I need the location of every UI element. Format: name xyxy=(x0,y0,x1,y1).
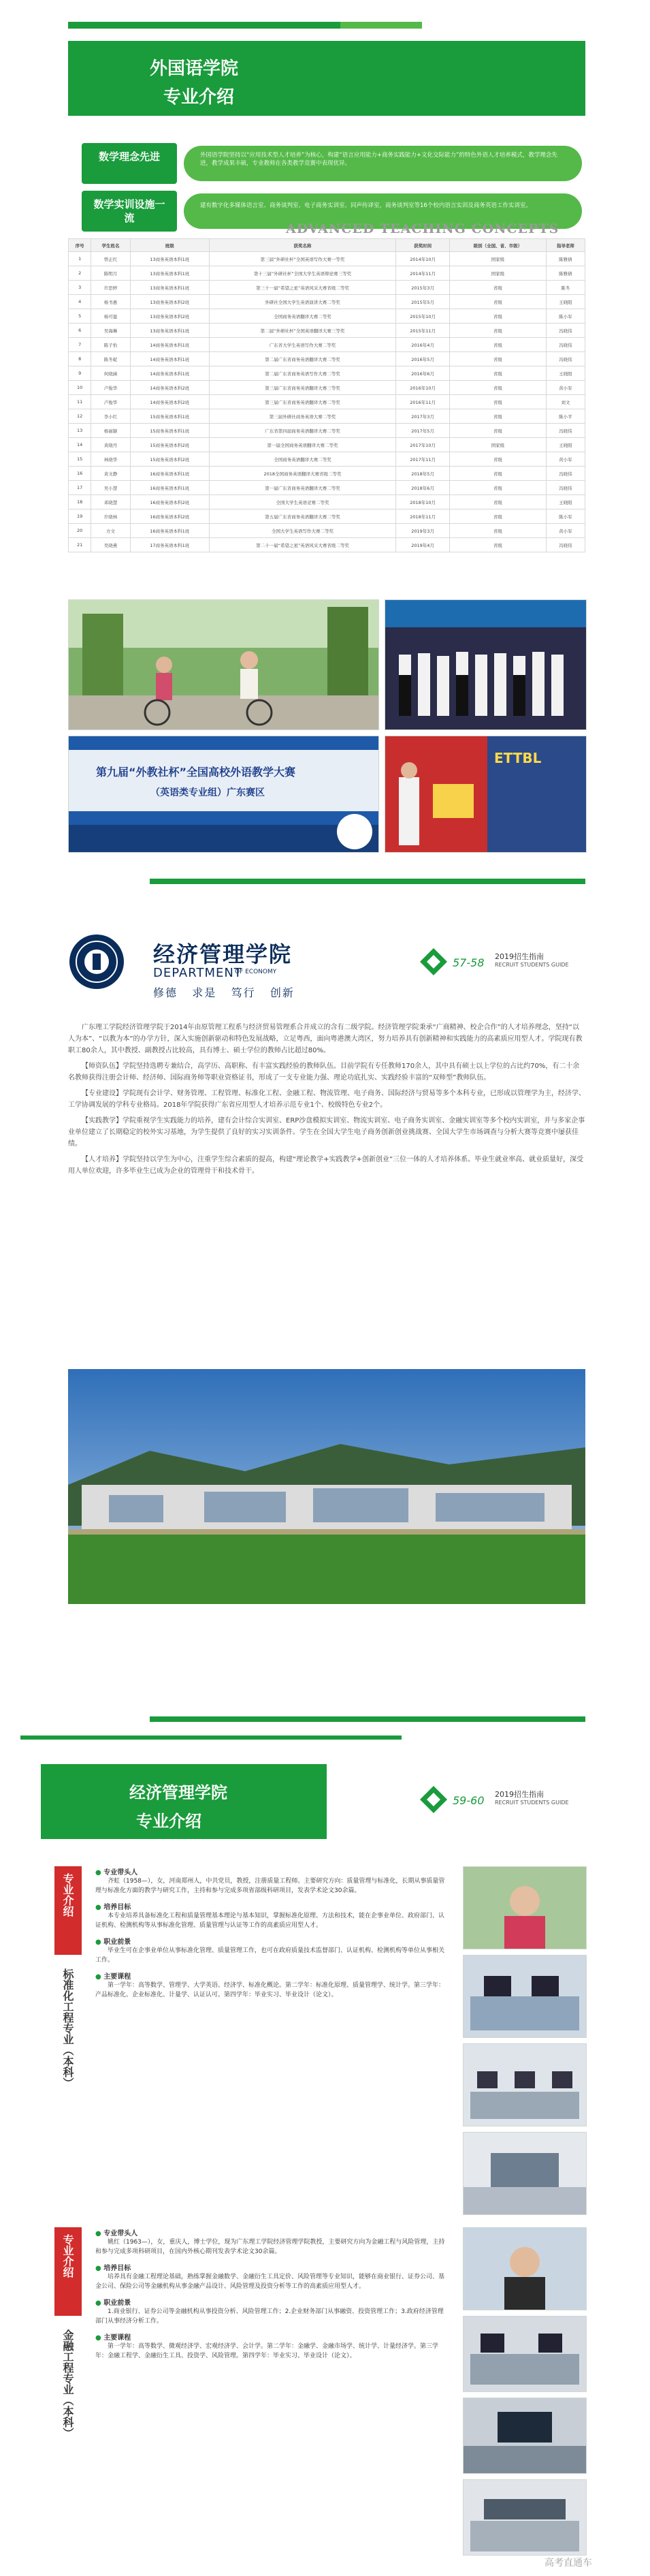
section-heading xyxy=(95,2331,449,2342)
table-cell: 15 xyxy=(69,452,91,467)
table-cell: 冯晓伟 xyxy=(546,352,585,366)
table-cell: 第三届外研社商务英语大赛二等奖 xyxy=(209,409,395,424)
feature-label: 数学实训设施一流 xyxy=(93,198,165,224)
econ-para: 【专业建设】学院现有会计学、财务管理、工程管理、标准化工程、金融工程、物流管理、电子商务、国际经济与贸易等多个本科专业，已形成以管理学为主，经济学、工学协调发展的学科专业格局。2018年学院获得广东省应用型人才培养示范专业1个、校级特色专业2个。 xyxy=(68,1090,585,1109)
table-cell: 广东省大学生英语写作大赛二等奖 xyxy=(209,338,395,352)
table-cell: 第一届广东省商务英语翻译大赛二等奖 xyxy=(209,481,395,495)
table-cell: 全国商务英语翻译大赛二等奖 xyxy=(209,452,395,467)
table-cell: 16商务英语本科1班 xyxy=(130,524,209,538)
table-cell: 杨书惠 xyxy=(91,295,130,309)
table-cell: 2017年10月 xyxy=(396,438,450,452)
table-cell: 2016年4月 xyxy=(396,338,450,352)
page-range: 59-60 xyxy=(453,1794,485,1807)
bullet-icon: ● xyxy=(95,2230,101,2237)
table-cell: 14商务英语本科1班 xyxy=(130,366,209,381)
econ-para: 广东理工学院经济管理学院于2014年由原管理工程系与经济贸易管理系合并成立的含有二级学院。经济管理学院秉承“广商精神、校企合作”的人才培养理念，坚持“以人为本”、“以教为本”的办学方针，深入实施创新驱动和特色发展战略，立足粤西，面向粤港澳大湾区，努力培养具有创新精神和实践能力的高素质应用型人才。学院现有教职工80余人，其中教授、副教授占比较高，具有博士、硕士学位的教师占比超过80%。 xyxy=(68,1024,583,1054)
majors-subtitle: 专业介绍 xyxy=(136,1812,201,1831)
concepts-heading: ADVANCED TEACHING CONCEPTS xyxy=(286,221,559,236)
table-cell: 卢俊华 xyxy=(91,395,130,409)
photo-group-stage xyxy=(385,599,587,730)
bullet-icon: ● xyxy=(95,2334,101,2342)
table-cell: 2018年10月 xyxy=(396,495,450,509)
section-text: 第一学年：高等数学、微观经济学、宏观经济学、会计学。第二学年：金融学、金融市场学、统计学、计量经济学。第三学年：金融工程学、金融衍生工具、投资学、风险管理。第四学年：毕业实习、毕业设计（论文）。 xyxy=(95,2343,439,2359)
leader-photo xyxy=(463,2227,587,2310)
top-accent-bar-light xyxy=(340,22,422,29)
table-cell: 王晓阳 xyxy=(546,295,585,309)
table-row xyxy=(69,424,585,438)
section xyxy=(95,2262,449,2291)
bullet-icon: ● xyxy=(95,1938,101,1946)
major-sections xyxy=(95,2227,449,2361)
ettbl-caption: ETTBL xyxy=(494,750,542,766)
table-row xyxy=(69,295,585,309)
majors-college: 经济管理学院 xyxy=(129,1783,227,1802)
section xyxy=(95,1866,449,1896)
page-range: 57-58 xyxy=(453,956,485,969)
table-cell: 16商务英语本科1班 xyxy=(130,481,209,495)
section-text: 本专业培养具备标准化工程和质量管理基本理论与基本知识，掌握标准化原理、方法和技术，能在企事业单位、政府部门、认证机构、检测机构等从事标准化管理、质量管理与认证等工作的高素质应用型人才。 xyxy=(95,1913,445,1929)
table-cell: 5 xyxy=(69,309,91,324)
table-cell: 16商务英语本科2班 xyxy=(130,509,209,524)
table-cell: 省级 xyxy=(450,467,546,481)
table-cell: 第五届广东省商务英语翻译大赛二等奖 xyxy=(209,509,395,524)
table-cell: 曾正红 xyxy=(91,252,130,266)
table-cell: 2018年11月 xyxy=(396,509,450,524)
lab-photo-2 xyxy=(463,2043,587,2126)
table-cell: 省级 xyxy=(450,538,546,552)
section-text: 1.商业银行、证券公司等金融机构从事投资分析、风险管理工作；2.企业财务部门从事融资、投资管理工作；3.政府经济管理部门从事经济分析工作。 xyxy=(95,2308,444,2325)
feature-label-box xyxy=(82,143,177,184)
table-cell: 2015年5月 xyxy=(396,295,450,309)
guide-title: 2019招生指南 xyxy=(495,1790,544,1799)
table-cell: 2019年4月 xyxy=(396,538,450,552)
section xyxy=(95,2227,449,2257)
table-row xyxy=(69,409,585,424)
table-cell: 许思婷 xyxy=(91,281,130,295)
table-cell: 2017年3月 xyxy=(396,409,450,424)
table-cell: 何晓涵 xyxy=(91,366,130,381)
feature-text-box xyxy=(184,146,582,181)
major-name: 标准化工程专业（本科） xyxy=(61,1968,74,2088)
table-cell: 12 xyxy=(69,409,91,424)
lab-photo-1 xyxy=(463,2316,587,2392)
table-cell: 王晓阳 xyxy=(546,366,585,381)
table-cell: 杨丽颖 xyxy=(91,424,130,438)
banner-caption-2: （英语类专业组）广东赛区 xyxy=(150,787,265,798)
table-cell: 省级 xyxy=(450,381,546,395)
section-text: 毕业生可在企事业单位从事标准化管理、质量管理工作，也可在政府质量技术监督部门、认证机构、检测机构等单位从事相关工作。 xyxy=(95,1947,445,1964)
table-cell: 15商务英语本科1班 xyxy=(130,409,209,424)
table-cell: 第十三届“外研社杯”全国大学生英语辩论赛三等奖 xyxy=(209,266,395,281)
section-text: 培养具有金融工程理论基础，熟练掌握金融数学、金融衍生工具定价、风险管理等专业知识，能够在商业银行、证券公司、基金公司、保险公司等金融机构从事金融产品设计、风险管理及投资分析等工作的高素质应用型人才。 xyxy=(95,2274,445,2290)
table-cell: 2015年10月 xyxy=(396,309,450,324)
table-cell: 第二届广东省商务英语写作大赛二等奖 xyxy=(209,366,395,381)
table-cell: 卢俊华 xyxy=(91,381,130,395)
table-cell: 13 xyxy=(69,424,91,438)
feature-label: 数学理念先进 xyxy=(98,151,160,163)
leader-photo xyxy=(463,1866,587,1949)
table-cell: 黄文静 xyxy=(91,467,130,481)
section-heading xyxy=(95,2297,449,2307)
major-name: 金融工程专业（本科） xyxy=(61,2329,74,2438)
foreign-title-block xyxy=(68,41,585,116)
econ-college-title: 经济管理学院 xyxy=(153,941,293,967)
campus-photo xyxy=(68,1369,585,1604)
table-cell: 7 xyxy=(69,338,91,352)
motto-1: 修德 xyxy=(153,986,178,999)
table-cell: 第二届广东省商务英语翻译大赛二等奖 xyxy=(209,352,395,366)
table-header-cell: 序号 xyxy=(69,239,91,252)
table-cell: 14商务英语本科2班 xyxy=(130,381,209,395)
table-cell: 18 xyxy=(69,495,91,509)
guide-title: 2019招生指南 xyxy=(495,952,544,961)
table-cell: 省级 xyxy=(450,281,546,295)
table-cell: 13商务英语本科1班 xyxy=(130,324,209,338)
table-cell: 国家级 xyxy=(450,438,546,452)
table-cell: 2015年11月 xyxy=(396,324,450,338)
feature-row-1 xyxy=(68,143,585,184)
section-heading xyxy=(95,2262,449,2272)
econ-para: 【师资队伍】学院坚持选聘专兼结合，高学历、高职称、有丰富实践经验的教师队伍。目前学院有专任教师170余人，其中具有硕士以上学位的占比约70%，有二十余名教师获得注册会计师、经济师、国际商务师等职业资格证书，形成了一支专业能力强、理论功底扎实、实践经验丰富的“双师型”教师队伍。 xyxy=(68,1063,580,1082)
table-cell: 8 xyxy=(69,352,91,366)
bullet-icon: ● xyxy=(95,2299,101,2307)
award-table-wrap xyxy=(68,238,585,552)
major-tag-text: 专业介绍 xyxy=(61,2234,74,2278)
table-cell: 10 xyxy=(69,381,91,395)
table-cell: 17商务英语本科1班 xyxy=(130,538,209,552)
table-cell: 陈小军 xyxy=(546,309,585,324)
table-cell: 14 xyxy=(69,438,91,452)
table-row xyxy=(69,452,585,467)
table-cell: 黄晓丹 xyxy=(91,438,130,452)
table-cell: 陈子怡 xyxy=(91,338,130,352)
section-heading xyxy=(95,2227,449,2237)
table-cell: 2018年5月 xyxy=(396,467,450,481)
award-table-header xyxy=(69,239,585,252)
majors-top-bar xyxy=(20,1735,402,1740)
table-row xyxy=(69,438,585,452)
table-cell: 外研社全国大学生英语演讲大赛二等奖 xyxy=(209,295,395,309)
table-cell: 21 xyxy=(69,538,91,552)
section-heading xyxy=(95,1970,449,1981)
table-cell: 黄小军 xyxy=(546,381,585,395)
table-cell: 2018全国商务英语翻译大赛省级二等奖 xyxy=(209,467,395,481)
table-cell: 冯晓伟 xyxy=(546,538,585,552)
table-row xyxy=(69,524,585,538)
section xyxy=(95,1970,449,2000)
table-cell: 第三届“外研社杯”全国英语写作大赛一等奖 xyxy=(209,252,395,266)
table-cell: 陈雅倩 xyxy=(546,266,585,281)
econ-section xyxy=(0,892,650,1730)
lab-photo-1 xyxy=(463,1955,587,2038)
table-cell: 省级 xyxy=(450,324,546,338)
econ-college-en-1: DEPARTMENT xyxy=(153,966,242,980)
table-cell: 省级 xyxy=(450,452,546,467)
motto-2: 求是 xyxy=(192,986,217,999)
econ-paragraphs xyxy=(68,1022,585,1177)
table-cell: 王晓阳 xyxy=(546,438,585,452)
table-cell: 国家级 xyxy=(450,252,546,266)
award-table xyxy=(68,238,585,552)
major-sections xyxy=(95,1866,449,2000)
guide-en: RECRUIT STUDENTS GUIDE xyxy=(495,962,569,968)
banner-caption-1: 第九届“外教社杯”全国高校外语教学大赛 xyxy=(96,766,296,779)
table-row xyxy=(69,338,585,352)
econ-bottom-bar xyxy=(150,1716,585,1722)
college-subtitle: 专业介绍 xyxy=(163,87,235,108)
table-cell: 6 xyxy=(69,324,91,338)
table-cell: 黄小军 xyxy=(546,452,585,467)
table-row xyxy=(69,252,585,266)
table-cell: 14商务英语本科1班 xyxy=(130,352,209,366)
table-cell: 陈小军 xyxy=(546,509,585,524)
table-cell: 13商务英语本科2班 xyxy=(130,295,209,309)
section-title: 专业带头人 xyxy=(103,1869,138,1876)
table-cell: 14商务英语本科1班 xyxy=(130,338,209,352)
table-cell: 刘文 xyxy=(546,395,585,409)
table-cell: 2016年6月 xyxy=(396,366,450,381)
table-cell: 省级 xyxy=(450,495,546,509)
table-cell: 黄小军 xyxy=(546,524,585,538)
econ-para: 【人才培养】学院坚持以学生为中心，注重学生综合素质的提高，构建“理论教学+实践教学+创新创业”三位一体的人才培养体系。毕业生就业率高、就业质量好，深受用人单位欢迎，许多毕业生已成为企业的管理骨干和技术骨干。 xyxy=(68,1156,584,1175)
table-cell: 广东省第四届商务英语翻译大赛二等奖 xyxy=(209,424,395,438)
table-row xyxy=(69,324,585,338)
college-title: 外国语学院 xyxy=(150,59,239,79)
table-cell: 省级 xyxy=(450,309,546,324)
section-title: 职业前景 xyxy=(103,1938,131,1946)
table-cell: 20 xyxy=(69,524,91,538)
photo-competition-banner xyxy=(68,736,379,853)
bullet-icon: ● xyxy=(95,1973,101,1981)
feature-text: 外国语学院坚持以“应用技术型人才培养”为核心，构建“语言应用能力+商务实践能力+文化交际能力”的特色外语人才培养模式，教学理念先进，教学成果丰硕，专业教师在各类教学竞赛中表现优异。 xyxy=(200,152,557,167)
table-cell: 陈雅倩 xyxy=(546,252,585,266)
table-cell: 第一届全国商务英语翻译大赛二等奖 xyxy=(209,438,395,452)
table-cell: 李小红 xyxy=(91,409,130,424)
table-row xyxy=(69,309,585,324)
table-cell: 2018年6月 xyxy=(396,481,450,495)
table-cell: 2016年11月 xyxy=(396,395,450,409)
section-text: 齐虹（1958—），女，河南郑州人，中共党员，教授，注册质量工程师。主要研究方向：质量管理与标准化，长期从事质量管理与标准化方面的教学与研究工作，主持和参与完成多项省部级科研项目，发表学术论文30余篇。 xyxy=(95,1878,445,1894)
table-cell: 16 xyxy=(69,467,91,481)
table-cell: 第二届“外研社杯”全国英语翻译大赛三等奖 xyxy=(209,324,395,338)
econ-logo xyxy=(68,933,125,990)
table-cell: 吴晓燕 xyxy=(91,538,130,552)
table-cell: 15商务英语本科2班 xyxy=(130,438,209,452)
feature-text: 建有数字化多媒体语言室、商务谈判室、电子商务实训室、同声传译室，商务谈判室等16个校内语言实训及商务英语工作实训室。 xyxy=(200,202,532,209)
section xyxy=(95,2297,449,2326)
table-cell: 14商务英语本科2班 xyxy=(130,395,209,409)
table-cell: 陈冬妮 xyxy=(91,352,130,366)
table-cell: 全国大学生英语竞赛二等奖 xyxy=(209,495,395,509)
guide-badge xyxy=(419,947,585,981)
table-cell: 2016年10月 xyxy=(396,381,450,395)
table-cell: 2019年3月 xyxy=(396,524,450,538)
majors-guide-badge xyxy=(419,1785,585,1819)
bullet-icon: ● xyxy=(95,1869,101,1876)
guide-en: RECRUIT STUDENTS GUIDE xyxy=(495,1800,569,1806)
table-header-cell: 指导老师 xyxy=(546,239,585,252)
table-header-cell: 班级 xyxy=(130,239,209,252)
section-text: 姚红（1963—），女，重庆人，博士学位，现为广东理工学院经济管理学院教授，主要研究方向为金融工程与风险管理，主持和参与完成多项科研项目，在国内外核心期刊发表学术论文30余篇。 xyxy=(95,2239,445,2255)
table-cell: 吴海琳 xyxy=(91,324,130,338)
table-cell: 吴小慧 xyxy=(91,481,130,495)
section xyxy=(95,2331,449,2361)
table-cell: 19 xyxy=(69,509,91,524)
table-cell: 省级 xyxy=(450,352,546,366)
bullet-icon: ● xyxy=(95,1904,101,1911)
table-cell: 17 xyxy=(69,481,91,495)
table-cell: 9 xyxy=(69,366,91,381)
table-cell: 省级 xyxy=(450,509,546,524)
table-cell: 2017年5月 xyxy=(396,424,450,438)
table-cell: 第三届广东省商务英语翻译大赛三等奖 xyxy=(209,381,395,395)
table-cell: 省级 xyxy=(450,395,546,409)
table-cell: 第三届广东省商务英语翻译大赛二等奖 xyxy=(209,395,395,409)
table-cell: 陈小平 xyxy=(546,409,585,424)
major-block-standardization xyxy=(54,1866,599,2220)
section-title: 职业前景 xyxy=(103,2299,131,2307)
major-tag-text: 专业介绍 xyxy=(61,1873,74,1917)
table-cell: 冯晓伟 xyxy=(546,324,585,338)
table-cell: 省级 xyxy=(450,524,546,538)
econ-motto xyxy=(153,984,295,1000)
table-cell: 第三十一届“希望之星”英语风采大赛省级二等奖 xyxy=(209,281,395,295)
section-title: 主要课程 xyxy=(103,1973,131,1981)
table-cell: 2017年11月 xyxy=(396,452,450,467)
feature-label-box xyxy=(82,191,177,232)
table-cell: 2015年3月 xyxy=(396,281,450,295)
table-row xyxy=(69,366,585,381)
table-row xyxy=(69,281,585,295)
table-header-cell: 获奖名称 xyxy=(209,239,395,252)
table-cell: 陈冬 xyxy=(546,281,585,295)
table-cell: 2014年10月 xyxy=(396,252,450,266)
table-cell: 13商务英语本科2班 xyxy=(130,309,209,324)
top-accent-bar xyxy=(68,22,340,29)
table-cell: 省级 xyxy=(450,366,546,381)
table-cell: 15商务英语本科2班 xyxy=(130,452,209,467)
photo-students-cycling xyxy=(68,599,379,730)
table-row xyxy=(69,538,585,552)
lab-photo-3 xyxy=(463,2132,587,2215)
photo-ettbl-award xyxy=(385,736,587,853)
table-cell: 3 xyxy=(69,281,91,295)
section-title: 培养目标 xyxy=(103,1904,131,1911)
table-cell: 13商务英语本科1班 xyxy=(130,266,209,281)
table-row xyxy=(69,266,585,281)
table-cell: 冯晓伟 xyxy=(546,481,585,495)
table-cell: 11 xyxy=(69,395,91,409)
major-tag xyxy=(54,2227,82,2316)
econ-majors-section xyxy=(0,1730,650,2576)
table-cell: 省级 xyxy=(450,481,546,495)
table-cell: 16商务英语本科1班 xyxy=(130,467,209,481)
table-cell: 2016年5月 xyxy=(396,352,450,366)
section-title: 专业带头人 xyxy=(103,2230,138,2237)
table-cell: 许晓林 xyxy=(91,509,130,524)
table-cell: 邓晓慧 xyxy=(91,495,130,509)
foreign-section xyxy=(0,0,650,892)
bullet-icon: ● xyxy=(95,2265,101,2272)
table-header-cell: 获奖时间 xyxy=(396,239,450,252)
table-cell: 省级 xyxy=(450,409,546,424)
table-cell: 15商务英语本科1班 xyxy=(130,424,209,438)
table-row xyxy=(69,381,585,395)
table-cell: 第二十一届“希望之星”英语风采大赛省级二等奖 xyxy=(209,538,395,552)
section-heading xyxy=(95,1901,449,1911)
table-cell: 省级 xyxy=(450,338,546,352)
table-cell: 国家级 xyxy=(450,266,546,281)
table-cell: 13商务英语本科1班 xyxy=(130,281,209,295)
econ-college-en-2: OF ECONOMY xyxy=(235,969,277,975)
table-cell: 林晓华 xyxy=(91,452,130,467)
table-cell: 杨可盈 xyxy=(91,309,130,324)
majors-title-block xyxy=(41,1764,327,1839)
section-title: 主要课程 xyxy=(103,2334,131,2342)
guide-diamond-icon xyxy=(419,947,449,977)
guide-diamond-icon xyxy=(419,1785,449,1815)
table-row xyxy=(69,481,585,495)
table-cell: 2014年11月 xyxy=(396,266,450,281)
table-row xyxy=(69,495,585,509)
section xyxy=(95,1901,449,1930)
table-cell: 省级 xyxy=(450,424,546,438)
table-row xyxy=(69,467,585,481)
table-row xyxy=(69,395,585,409)
table-cell: 16商务英语本科2班 xyxy=(130,495,209,509)
table-cell: 冯晓伟 xyxy=(546,424,585,438)
table-cell: 冯晓伟 xyxy=(546,338,585,352)
section-text: 第一学年：高等数学、管理学、大学英语、经济学、标准化概论。第二学年：标准化原理、质量管理学、统计学。第三学年：产品标准化、企业标准化、计量学、认证认可。第四学年：毕业实习、毕业设计（论文）。 xyxy=(95,1982,445,1998)
lab-photo-2 xyxy=(463,2398,587,2474)
table-cell: 13商务英语本科1班 xyxy=(130,252,209,266)
motto-4: 创新 xyxy=(270,986,295,999)
table-row xyxy=(69,352,585,366)
table-cell: 1 xyxy=(69,252,91,266)
major-block-financial-engineering xyxy=(54,2227,599,2568)
table-cell: 2 xyxy=(69,266,91,281)
motto-3: 笃行 xyxy=(231,986,256,999)
table-cell: 4 xyxy=(69,295,91,309)
table-cell: 王晓阳 xyxy=(546,495,585,509)
major-tag xyxy=(54,1866,82,1955)
watermark: 高考直通车 xyxy=(545,2558,592,2569)
table-header-cell: 学生姓名 xyxy=(91,239,130,252)
table-row xyxy=(69,509,585,524)
table-cell: 方文 xyxy=(91,524,130,538)
table-cell: 全国商务英语翻译大赛二等奖 xyxy=(209,309,395,324)
lab-photo-3 xyxy=(463,2479,587,2556)
bottom-accent-bar xyxy=(150,879,585,884)
section-title: 培养目标 xyxy=(103,2265,131,2272)
table-cell: 全国大学生英语写作大赛二等奖 xyxy=(209,524,395,538)
section-heading xyxy=(95,1866,449,1876)
econ-para: 【实践教学】学院重视学生实践能力的培养，建有会计综合实训室、ERP沙盘模拟实训室、物流实训室、电子商务实训室、金融实训室等多个校内实训室，并与多家企事业单位建立了长期稳定的校外实习基地，为学生提供了良好的实习实训条件。学生在全国大学生电子商务创新创业挑战赛、全国大学生市场调查与分析大赛等竞赛中屡获佳绩。 xyxy=(68,1117,585,1148)
section-heading xyxy=(95,1936,449,1946)
section xyxy=(95,1936,449,1965)
table-cell: 冯晓伟 xyxy=(546,467,585,481)
table-cell: 省级 xyxy=(450,295,546,309)
table-cell: 陈明月 xyxy=(91,266,130,281)
table-header-cell: 级别（全国、省、市级） xyxy=(450,239,546,252)
